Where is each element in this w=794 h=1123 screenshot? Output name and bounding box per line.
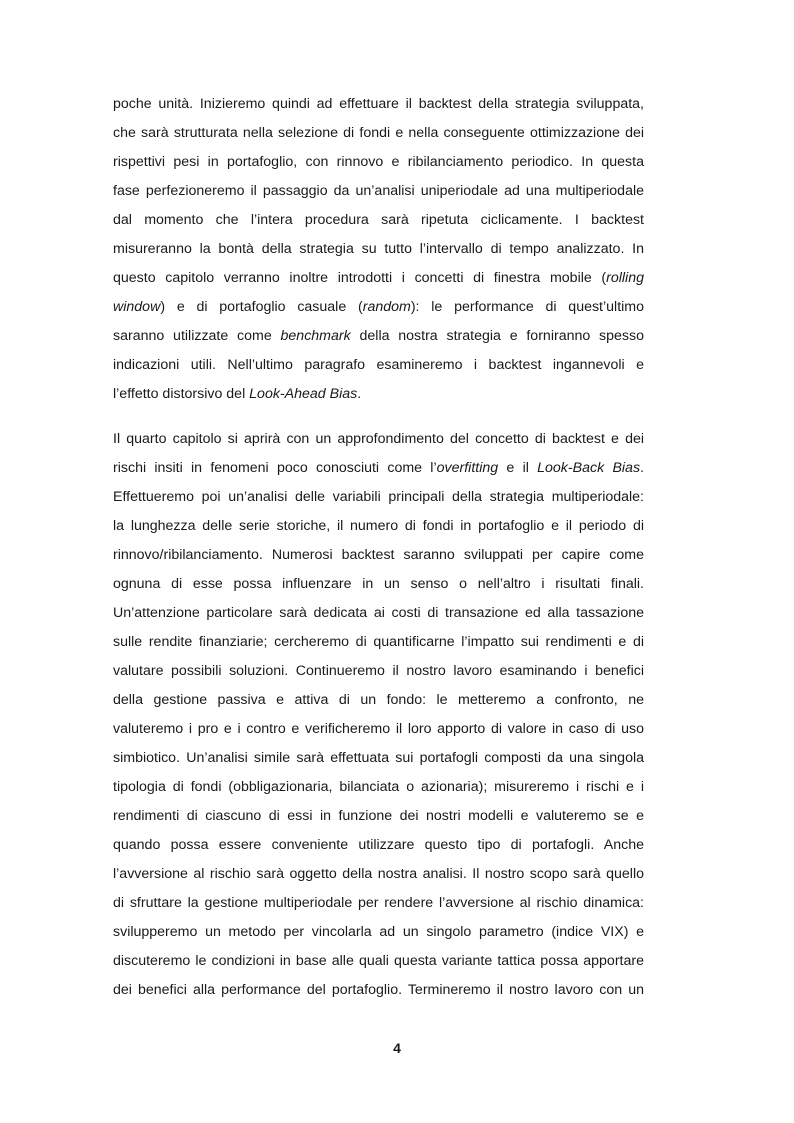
text-line: Il quarto capitolo si aprirà con un approfondimento del concetto di backtest e dei xyxy=(113,431,644,447)
text-line: valutare possibili soluzioni. Continueremo il nostro lavoro esaminando i benefici xyxy=(113,663,644,679)
text-line: rendimenti di ciascuno di essi in funzione dei nostri modelli e valuteremo se e xyxy=(113,808,644,824)
text-line: della gestione passiva e attiva di un fondo: le metteremo a confronto, ne xyxy=(113,692,644,708)
text-line: l’avversione al rischio sarà oggetto della nostra analisi. Il nostro scopo sarà quello xyxy=(113,866,644,882)
text-line: ognuna di esse possa influenzare in un senso o nell’altro i risultati finali. xyxy=(113,576,644,592)
text-line: window) e di portafoglio casuale (random): le performance di quest’ultimo xyxy=(113,299,644,315)
text-line: rischi insiti in fenomeni poco conosciuti come l’overfitting e il Look-Back Bias. xyxy=(113,460,644,476)
text-line: questo capitolo verranno inoltre introdotti i concetti di finestra mobile (rolling xyxy=(113,270,644,286)
text-line xyxy=(113,1005,644,1034)
paragraph-1 xyxy=(113,90,644,409)
text-line: la lunghezza delle serie storiche, il numero di fondi in portafoglio e il periodo di xyxy=(113,518,644,534)
text-line: l’effetto distorsivo del Look-Ahead Bias. xyxy=(113,386,362,402)
text-line: Un’attenzione particolare sarà dedicata ai costi di transazione ed alla tassazione xyxy=(113,605,644,621)
text-line: saranno utilizzate come benchmark della nostra strategia e forniranno spesso xyxy=(113,328,644,344)
text-line: valuteremo i pro e i contro e verificheremo il loro apporto di valore in caso di uso xyxy=(113,721,644,737)
text-line: discuteremo le condizioni in base alle quali questa variante tattica possa apportare xyxy=(113,953,644,969)
page-number: 4 xyxy=(393,1040,401,1056)
text-line: quando possa essere conveniente utilizzare questo tipo di portafogli. Anche xyxy=(113,837,644,853)
text-line: indicazioni utili. Nell’ultimo paragrafo esamineremo i backtest ingannevoli e xyxy=(113,357,644,373)
italic-term: Look-Ahead Bias xyxy=(249,386,358,402)
text-line: dei benefici alla performance del portafoglio. Termineremo il nostro lavoro con un xyxy=(113,982,644,998)
italic-term: window xyxy=(113,299,161,315)
text-line: misureranno la bontà della strategia su tutto l’intervallo di tempo analizzato. In xyxy=(113,241,644,257)
text-line: di sfruttare la gestione multiperiodale per rendere l’avversione al rischio dinamica: xyxy=(113,895,644,911)
italic-term: Look-Back Bias xyxy=(537,460,641,476)
italic-term: overfitting xyxy=(436,460,499,476)
text-line: tipologia di fondi (obbligazionaria, bilanciata o azionaria); misureremo i rischi e i xyxy=(113,779,644,795)
text-line: svilupperemo un metodo per vincolarla ad un singolo parametro (indice VIX) e xyxy=(113,924,644,940)
text-line: sulle rendite finanziarie; cercheremo di quantificarne l’impatto sui rendimenti e di xyxy=(113,634,644,650)
text-line: rinnovo/ribilanciamento. Numerosi backtest saranno sviluppati per capire come xyxy=(113,547,644,563)
text-line: simbiotico. Un’analisi simile sarà effettuata sui portafogli composti da una singola xyxy=(113,750,644,766)
text-line: poche unità. Inizieremo quindi ad effettuare il backtest della strategia sviluppata, xyxy=(113,96,644,112)
italic-term: benchmark xyxy=(280,328,351,344)
text-line: Effettueremo poi un’analisi delle variabili principali della strategia multiperiodale: xyxy=(113,489,644,505)
italic-term: rolling xyxy=(606,270,644,286)
text-line: che sarà strutturata nella selezione di fondi e nella conseguente ottimizzazione dei xyxy=(113,125,644,141)
text-line: rispettivi pesi in portafoglio, con rinnovo e ribilanciamento periodico. In questa xyxy=(113,154,644,170)
text-line: fase perfezioneremo il passaggio da un’analisi uniperiodale ad una multiperiodale xyxy=(113,183,644,199)
text-line: dal momento che l’intera procedura sarà ripetuta ciclicamente. I backtest xyxy=(113,212,644,228)
paragraph-2 xyxy=(113,425,644,1034)
italic-term: random xyxy=(362,299,411,315)
